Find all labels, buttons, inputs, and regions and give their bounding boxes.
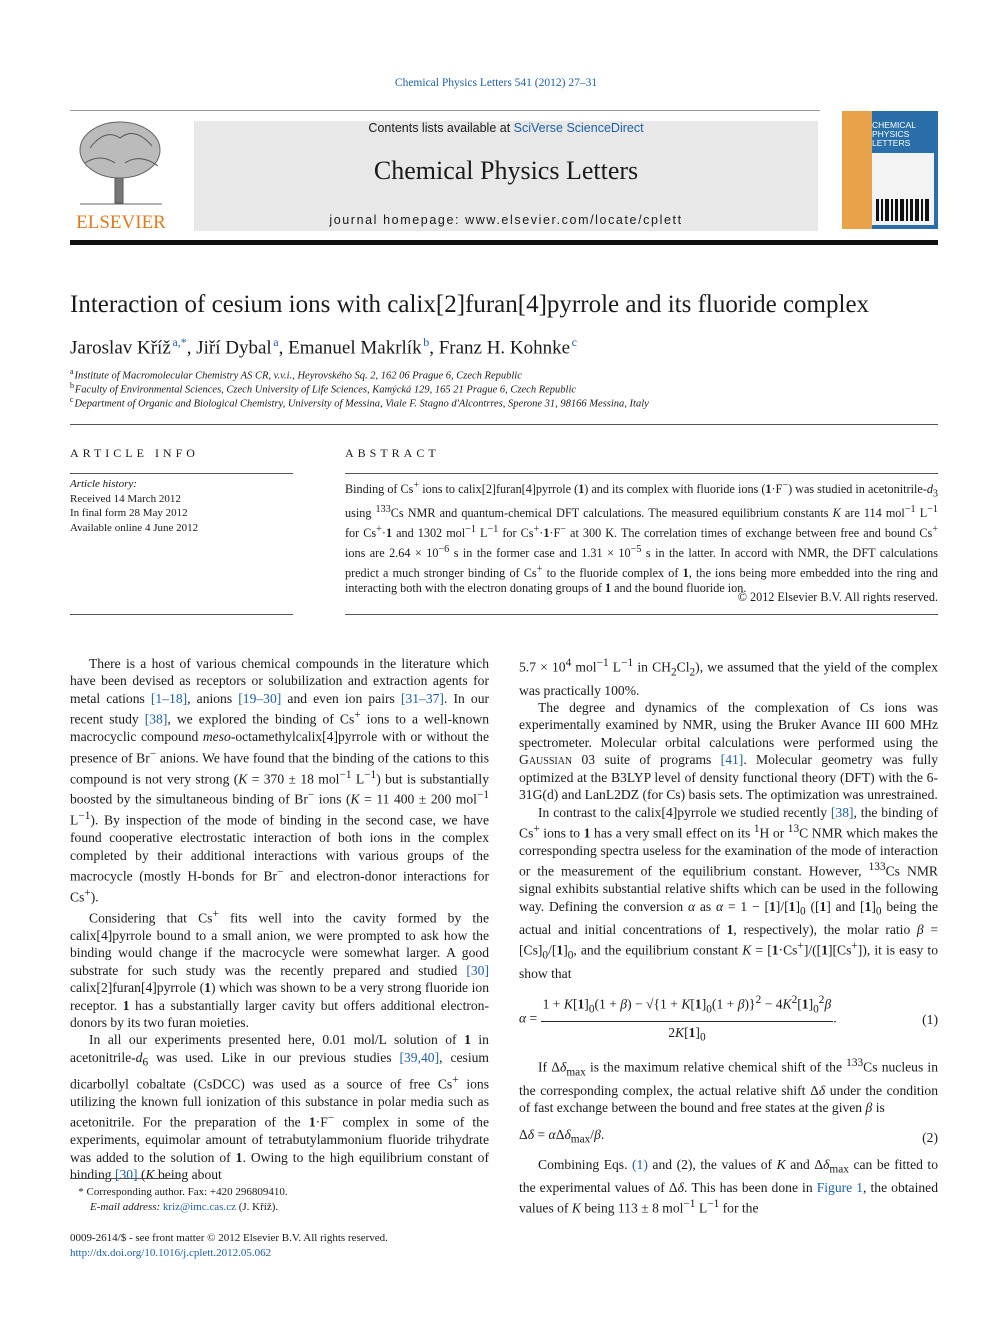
journal-title: Chemical Physics Letters <box>373 156 639 185</box>
online-date: Available online 4 June 2012 <box>70 521 199 534</box>
affiliation <box>70 381 576 396</box>
journal-homepage[interactable]: journal homepage: www.elsevier.com/locate/cplett <box>329 213 683 227</box>
affiliation-mark: a <box>70 367 74 376</box>
abstract-heading: ABSTRACT <box>345 446 440 460</box>
author-affiliation-mark[interactable]: a <box>273 335 279 349</box>
equation-2: Δδ = αΔδ$_{max}$/β. (2) <box>519 1127 938 1147</box>
abstract-rule <box>345 473 938 474</box>
doi-link[interactable]: http://dx.doi.org/10.1016/j.cplett.2012.05.062 <box>70 1246 272 1259</box>
section-divider <box>70 424 938 425</box>
affiliation <box>70 367 522 382</box>
body-column-right <box>519 655 938 1217</box>
equation-number: (1) <box>922 1011 938 1027</box>
tree-icon <box>80 122 162 204</box>
equation-number: (2) <box>922 1130 938 1146</box>
cover-title-line: PHYSICS <box>872 129 910 139</box>
author-name: Jaroslav Kříž <box>70 337 171 359</box>
history-label: Article history: <box>70 478 137 490</box>
article-info-heading: ARTICLE INFO <box>70 446 199 460</box>
equation-1: α = $\frac{1 + K[1]_0(1 + \beta) - √\{1 + K[1]_0(1 + \beta)\}^2 - 4K^2[1]_0^2\beta}{2K[1]_0}$ . (1) <box>519 994 938 1044</box>
author-name: Jiří Dybal <box>196 337 272 359</box>
issn-block <box>70 1231 388 1260</box>
paragraph: If $\Delta\delta_{max}$ is the maximum relative chemical shift of the $^{133}$Cs nucleus in the corresponding complex, the actual relative shift Δδ under the condition of fast exchange between the bound and free states at the given β is <box>519 1056 938 1116</box>
paragraph: There is a host of various chemical compounds in the literature which have been devised as receptors or solubilization and extraction agents for metal cations [1–18], anions [19–30] and even ion pairs [31–37]. In our recent study [38], we explored the binding of Cs+ ions to a well-known macrocyclic compound meso-octamethylcalix[4]pyrrole with or without the presence of Br− anions. We have found that the binding of the cations to this compound is not very strong (K = 370 ± 18 mol$^{-1}$ $L^{-1}$) but is substantially boosted by the simultaneous binding of Br− ions (K = 11 400 ± 200 mol$^{-1}$ $L^{-1}$). By inspection of the mode of binding in the second case, we have found cooperative electrostatic interaction of both ions in the complex completed by their additional interactions with various groups of the macrocycle (mostly H-bonds for Br− and electron-donor interactions for Cs+). <box>70 656 490 905</box>
affiliation-mark: c <box>70 395 74 404</box>
front-matter: 0009-2614/$ - see front matter © 2012 Elsevier B.V. All rights reserved. <box>70 1232 388 1244</box>
header-divider <box>70 240 938 245</box>
article-history <box>70 477 198 535</box>
article-title: Interaction of cesium ions with calix[2]furan[4]pyrrole and its fluoride complex <box>70 291 870 318</box>
paragraph: $5.7 \times 10^4$ mol$^{-1}$ $L^{-1}$ in $CH_2Cl_2$), we assumed that the yield of the complex was practically 100%. <box>519 657 938 698</box>
copyright-notice: © 2012 Elsevier B.V. All rights reserved. <box>737 590 938 604</box>
elsevier-logo <box>70 118 172 234</box>
abstract-rule-bottom <box>345 614 938 615</box>
author-affiliation-mark[interactable]: a,* <box>172 335 187 349</box>
affiliation-text: Faculty of Environmental Sciences, Czech University of Life Sciences, Kamýcká 129, 165 21 Prague 6, Czech Republic <box>74 384 577 396</box>
cover-title <box>872 121 916 148</box>
email-link[interactable]: kriz@imc.cas.cz <box>162 1200 236 1213</box>
info-rule <box>70 473 293 474</box>
journal-reference[interactable]: Chemical Physics Letters 541 (2012) 27–31 <box>394 77 598 89</box>
cover-title-line: CHEMICAL <box>872 120 916 130</box>
author-affiliation-mark[interactable]: c <box>571 335 577 349</box>
cover-panel <box>872 153 934 225</box>
affiliation-text: Department of Organic and Biological Chemistry, University of Messina, Viale F. Stagno d'Alcontrres, Sperone 31, 98166 Messina, Italy <box>74 398 649 410</box>
abstract-text: Binding of Cs+ ions to calix[2]furan[4]pyrrole (1) and its complex with fluoride ions (1·F−) was studied in acetonitrile-$d_3$ using $^{133}$Cs NMR and quantum-chemical DFT calculations. The measured equilibrium constants K are 114 mol$^{-1}$ $L^{-1}$ for Cs+·1 and 1302 mol$^{-1}$ $L^{-1}$ for Cs+·1·F− at 300 K. The correlation times of exchange between free and bound Cs+ ions are $2.64 \times 10^{-6}$ s in the former case and $1.31 \times 10^{-5}$ s in the latter. In accord with NMR, the DFT calculations predict a much stronger binding of Cs+ to the fluoride complex of 1, the ions being more embedded into the ring and interacting both with the electron donating groups of 1 and the bound fluoride ion. <box>345 480 939 596</box>
journal-cover <box>842 111 938 229</box>
contents-prefix: Contents lists available at <box>368 121 514 135</box>
footnote-rule <box>70 1178 180 1179</box>
affiliation-mark: b <box>70 381 74 390</box>
paragraph: The degree and dynamics of the complexation of Cs ions was experimentally examined by NMR, using the Bruker Avance III 600 MHz spectrometer. Molecular orbital calculations were performed using the Gaussian 03 suite of programs [41]. Molecular geometry was fully optimized at the B3LYP level of density functional theory (DFT) with the 6-31G(d) and LanL2DZ (for Cs) basis sets. The optimization was unrestrained. <box>519 700 938 803</box>
affiliation <box>70 395 649 410</box>
corresponding-author: Corresponding author. Fax: +420 296809410. <box>86 1186 288 1198</box>
author-affiliation-mark[interactable]: b <box>423 335 430 349</box>
info-rule-bottom <box>70 614 293 615</box>
contents-line <box>194 121 818 135</box>
cover-title-line: LETTERS <box>872 138 911 148</box>
header-rule <box>70 110 820 111</box>
email-label: E-mail address: <box>90 1200 161 1213</box>
paragraph: In all our experiments presented here, 0.01 mol/L solution of 1 in acetonitrile-$d_6$ was used. Like in our previous studies [39,40], cesium dicarbollyl cobaltate (CsDCC) was used as a source of free Cs+ ions utilizing the known full ionization of this substance in polar media such as acetonitrile. For the preparation of the 1·F− complex in some of the experiments, equimolar amount of tetrabutylammonium fluoride trihydrate was added to the solution of 1. Owing to the high equilibrium constant of binding [30] (K being about <box>70 1032 490 1182</box>
paragraph: Considering that Cs+ fits well into the cavity formed by the calix[4]pyrrole bound to a small anion, we were prompted to ask how the binding would change if the macrocycle were somewhat larger. A good substrate for such study was the recently prepared and studied [30] calix[2]furan[4]pyrrole (1) which was shown to be a very strong fluoride ion receptor. 1 has a substantially larger cavity but offers additional electron-donors by its two furan moieties. <box>70 908 489 1030</box>
footnote: * Corresponding author. Fax: +420 296809410. E-mail address: kriz@imc.cas.cz (J. Kříž). <box>70 1186 288 1213</box>
paragraph: Combining Eqs. (1) and (2), the values of K and $\Delta\delta_{max}$ can be fitted to the experimental values of Δδ. This has been done in Figure 1, the obtained values of K being 113 ± 8 mol$^{-1}$ $L^{-1}$ for the <box>519 1156 938 1216</box>
barcode-icon <box>872 153 934 225</box>
author-name: Franz H. Kohnke <box>438 337 571 359</box>
sciencedirect-link[interactable]: SciVerse ScienceDirect <box>513 121 644 135</box>
body-column-left <box>70 655 489 1183</box>
received-date: Received 14 March 2012 <box>70 492 181 505</box>
paragraph: In contrast to the calix[4]pyrrole we studied recently [38], the binding of Cs+ ions to 1 has a very small effect on its $^1$H or $^{13}$C NMR which makes the corresponding spectra useless for the examination of the mode of interaction or the measurement of the equilibrium constant. However, $^{133}$Cs NMR signal exhibits substantial relative shifts which can be used in the following way. Defining the conversion α as $\alpha = 1 - [1]/[1]_0$ ([1] and $[1]_0$ being the actual and initial concentrations of 1, respectively), the molar ratio $\beta = [Cs]_0/[1]_0$, and the equilibrium constant K = [1·Cs+]/([1][Cs+]), it is easy to show that <box>519 804 938 981</box>
revised-date: In final form 28 May 2012 <box>70 507 188 519</box>
publisher-wordmark: ELSEVIER <box>76 212 166 233</box>
affiliation-text: Institute of Macromolecular Chemistry AS CR, v.v.i., Heyrovského Sq. 2, 162 06 Prague 6, Czech Republic <box>74 370 522 382</box>
author-name: Emanuel Makrlík <box>288 337 422 359</box>
author-list: Jaroslav Kříž $^{a,*}$, Jiří Dybal $^a$, Emanuel Makrlík $^b$, Franz H. Kohnke $^c$ <box>70 335 577 359</box>
cover-spine <box>842 111 872 229</box>
email-name: (J. Kříž). <box>238 1200 279 1213</box>
